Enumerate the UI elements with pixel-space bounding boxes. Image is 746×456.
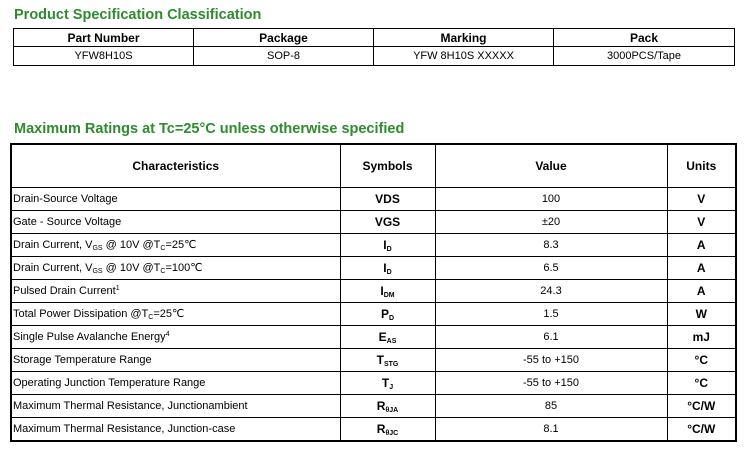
value: 1.5	[435, 303, 667, 326]
unit: °C/W	[667, 418, 736, 442]
header-pack: Pack	[554, 29, 735, 47]
value: -55 to +150	[435, 349, 667, 372]
unit: mJ	[667, 326, 736, 349]
unit: °C	[667, 372, 736, 395]
table-row	[11, 234, 736, 257]
symbol: $R_{\theta JA}$	[340, 395, 435, 418]
value: 8.1	[435, 418, 667, 442]
header-marking: Marking	[374, 29, 554, 47]
unit: A	[667, 280, 736, 303]
symbol: VDS	[340, 188, 435, 211]
symbol: $R_{\theta JC}$	[340, 418, 435, 442]
symbol: $T_J$	[340, 372, 435, 395]
header-value: Value	[435, 144, 667, 188]
ratings-section-title: Maximum Ratings at Tc=25°C unless otherwise specified	[14, 121, 405, 137]
symbol: $I_D$	[340, 257, 435, 280]
characteristic: Storage Temperature Range	[11, 349, 340, 372]
marking-value: YFW 8H10S XXXXX	[374, 47, 554, 66]
symbol: $I_{DM}$	[340, 280, 435, 303]
unit: A	[667, 257, 736, 280]
package-value: SOP-8	[194, 47, 374, 66]
unit: °C/W	[667, 395, 736, 418]
spec-header-row	[14, 29, 735, 47]
header-characteristics: Characteristics	[11, 144, 340, 188]
table-row	[11, 326, 736, 349]
spec-table	[13, 28, 735, 66]
value: ±20	[435, 211, 667, 234]
ratings-table	[10, 143, 737, 442]
value: 100	[435, 188, 667, 211]
value: 6.1	[435, 326, 667, 349]
characteristic: Total Power Dissipation $@T_C=25℃$	[11, 303, 340, 326]
characteristic: Drain Current, $V_{GS}$ @ 10V $@T_C=25℃$	[11, 234, 340, 257]
part-number-value: YFW8H10S	[14, 47, 194, 66]
pack-value: 3000PCS/Tape	[554, 47, 735, 66]
value: 24.3	[435, 280, 667, 303]
table-row	[11, 303, 736, 326]
characteristic: Gate - Source Voltage	[11, 211, 340, 234]
unit: A	[667, 234, 736, 257]
value: 8.3	[435, 234, 667, 257]
characteristic: Pulsed Drain Current$^1$	[11, 280, 340, 303]
value: -55 to +150	[435, 372, 667, 395]
spec-row	[14, 47, 735, 66]
value: 6.5	[435, 257, 667, 280]
symbol: VGS	[340, 211, 435, 234]
characteristic: Maximum Thermal Resistance, Junction-case	[11, 418, 340, 442]
header-units: Units	[667, 144, 736, 188]
characteristic: Drain Current, $V_{GS}$ @ 10V $@T_C=100℃$	[11, 257, 340, 280]
table-row	[11, 349, 736, 372]
unit: V	[667, 188, 736, 211]
table-row	[11, 418, 736, 442]
unit: °C	[667, 349, 736, 372]
ratings-header-row	[11, 144, 736, 188]
characteristic: Maximum Thermal Resistance, Junctionambient	[11, 395, 340, 418]
table-row	[11, 188, 736, 211]
symbol: $E_{AS}$	[340, 326, 435, 349]
unit: V	[667, 211, 736, 234]
symbol: $P_D$	[340, 303, 435, 326]
unit: W	[667, 303, 736, 326]
table-row	[11, 395, 736, 418]
characteristic: Single Pulse Avalanche Energy$^4$	[11, 326, 340, 349]
characteristic: Operating Junction Temperature Range	[11, 372, 340, 395]
table-row	[11, 280, 736, 303]
table-row	[11, 257, 736, 280]
value: 85	[435, 395, 667, 418]
spec-section-title: Product Specification Classification	[14, 7, 262, 23]
header-symbols: Symbols	[340, 144, 435, 188]
symbol: $I_D$	[340, 234, 435, 257]
symbol: $T_{STG}$	[340, 349, 435, 372]
table-row	[11, 211, 736, 234]
table-row	[11, 372, 736, 395]
characteristic: Drain-Source Voltage	[11, 188, 340, 211]
header-part-number: Part Number	[14, 29, 194, 47]
header-package: Package	[194, 29, 374, 47]
